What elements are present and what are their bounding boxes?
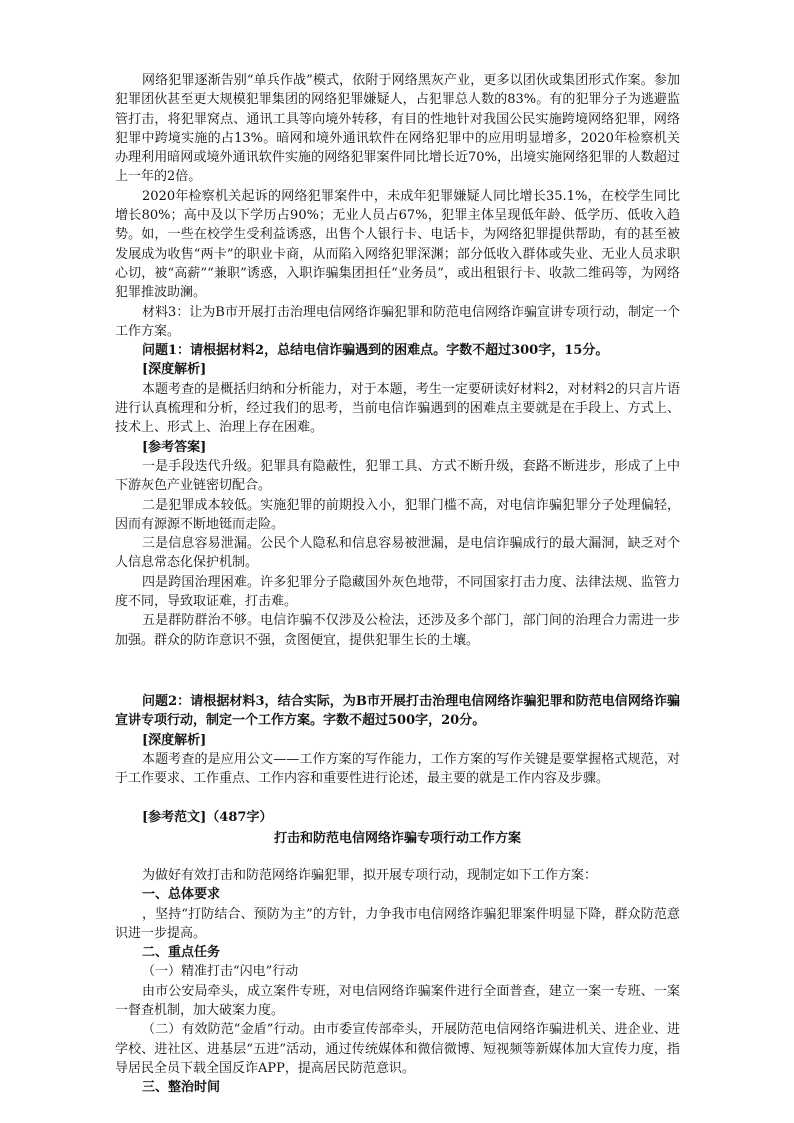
question1-answer-item: 五是群防群治不够。电信诈骗不仅涉及公检法，还涉及多个部门，部门间的治理合力需进一步加强。群众的防诈意识不强，贪图便宜，提供犯罪生长的土壤。 [115,613,680,648]
document-body [115,71,680,1098]
question1-title: 问题1：请根据材料2，总结电信诈骗遇到的困难点。字数不超过300字，15分。 [142,343,609,359]
subsection-text: （二）有效防范“金盾”行动。由市委宣传部牵头，开展防范电信网络诈骗进机关、进企业、进学校、进社区、进基层“五进”活动，通过传统媒体和微信微博、短视频等新媒体加大宣传力度，指导居民全员下载全国反诈APP，提高居民防范意识。 [115,1022,680,1076]
section-text: ，坚持“打防结合、预防为主”的方针，力争我市电信网络诈骗犯罪案件明显下降，群众防范意识进一步提高。 [115,906,680,941]
question2-analysis-text: 本题考查的是应用公文——工作方案的写作能力，工作方案的写作关键是要掌握格式规范，对于工作要求、工作重点、工作内容和重要性进行论述，最主要的就是工作内容及步骤。 [115,751,680,787]
section-heading: 二、重点任务 [142,945,221,961]
section-heading: 三、整治时间 [142,1080,221,1096]
material2-paragraph-1: 网络犯罪逐渐告别“单兵作战”模式，依附于网络黑灰产业，更多以团伙或集团形式作案。参加犯罪团伙甚至更大规模犯罪集团的网络犯罪嫌疑人，占犯罪总人数的83%。有的犯罪分子为逃避监管打击，将犯罪窝点、通讯工具等向境外转移，有目的性地针对我国公民实施跨境网络犯罪，网络犯罪中跨境实施的占13%。暗网和境外通讯软件在网络犯罪中的应用明显增多，2020年检察机关办理利用暗网或境外通讯软件实施的网络犯罪案件同比增长近70%，出境实施网络犯罪的人数超过上一年的2倍。 [115,73,680,185]
spacer [115,672,680,692]
subsection-text: 由市公安局牵头，成立案件专班，对电信网络诈骗案件进行全面普查，建立一案一专班、一案一督查机制，加大破案力度。 [115,983,680,1019]
sample-essay-label: [参考范文]（487字） [142,810,273,826]
spacer [115,788,680,808]
question1-answer-label: [参考答案] [142,439,207,455]
question1-answer-item: 一是手段迭代升级。犯罪具有隐蔽性，犯罪工具、方式不断升级，套路不断进步，形成了上中下游灰色产业链密切配合。 [115,458,680,494]
sample-essay-title: 打击和防范电信网络诈骗专项行动工作方案 [273,830,521,846]
question1-answer-item: 三是信息容易泄漏。公民个人隐私和信息容易被泄漏，是电信诈骗成行的最大漏洞，缺乏对个人信息常态化保护机制。 [115,536,680,571]
material3-text: 材料3：让为B市开展打击治理电信网络诈骗犯罪和防范电信网络诈骗宣讲专项行动，制定一个工作方案。 [115,304,680,339]
question1-analysis-text: 本题考查的是概括归纳和分析能力，对于本题，考生一定要研读好材料2，对材料2的只言片语进行认真梳理和分析，经过我们的思考，当前电信诈骗遇到的困难点主要就是在手段上、方式上、技术上、形式上、治理上存在困难。 [115,381,680,436]
spacer [115,650,680,672]
question1-answer-item: 四是跨国治理困难。许多犯罪分子隐藏国外灰色地带，不同国家打击力度、法律法规、监管力度不同，导致取证难，打击难。 [115,574,680,610]
question2-title: 问题2：请根据材料3，结合实际，为B市开展打击治理电信网络诈骗犯罪和防范电信网络诈骗宣讲专项行动，制定一个工作方案。字数不超过500字，20分。 [115,693,680,729]
subsection-heading: （一）精准打击“闪电”行动 [142,964,299,980]
sample-intro: 为做好有效打击和防范网络诈骗犯罪，拟开展专项行动，现制定如下工作方案： [142,867,598,883]
question1-answer-item: 二是犯罪成本较低。实施犯罪的前期投入小，犯罪门槛不高，对电信诈骗犯罪分子处理偏轻，因而有源源不断地铤而走险。 [115,497,680,532]
material2-paragraph-2: 2020年检察机关起诉的网络犯罪案件中，未成年犯罪嫌疑人同比增长35.1%，在校学生同比增长80%；高中及以下学历占90%；无业人员占67%，犯罪主体呈现低年龄、低学历、低收入趋势。如，一些在校学生受利益诱惑，出售个人银行卡、电话卡，为网络犯罪提供帮助，有的甚至被发展成为收售“两卡”的职业卡商，从而陷入网络犯罪深渊；部分低收入群体或失业、无业人员求职心切，被“高薪”“兼职”诱惑，入职诈骗集团担任“业务员”，或出租银行卡、收款二维码等，为网络犯罪推波助澜。 [115,188,680,301]
section-heading: 一、总体要求 [142,887,221,903]
question2-analysis-label: [深度解析] [142,732,207,748]
question1-analysis-label: [深度解析] [142,362,207,378]
